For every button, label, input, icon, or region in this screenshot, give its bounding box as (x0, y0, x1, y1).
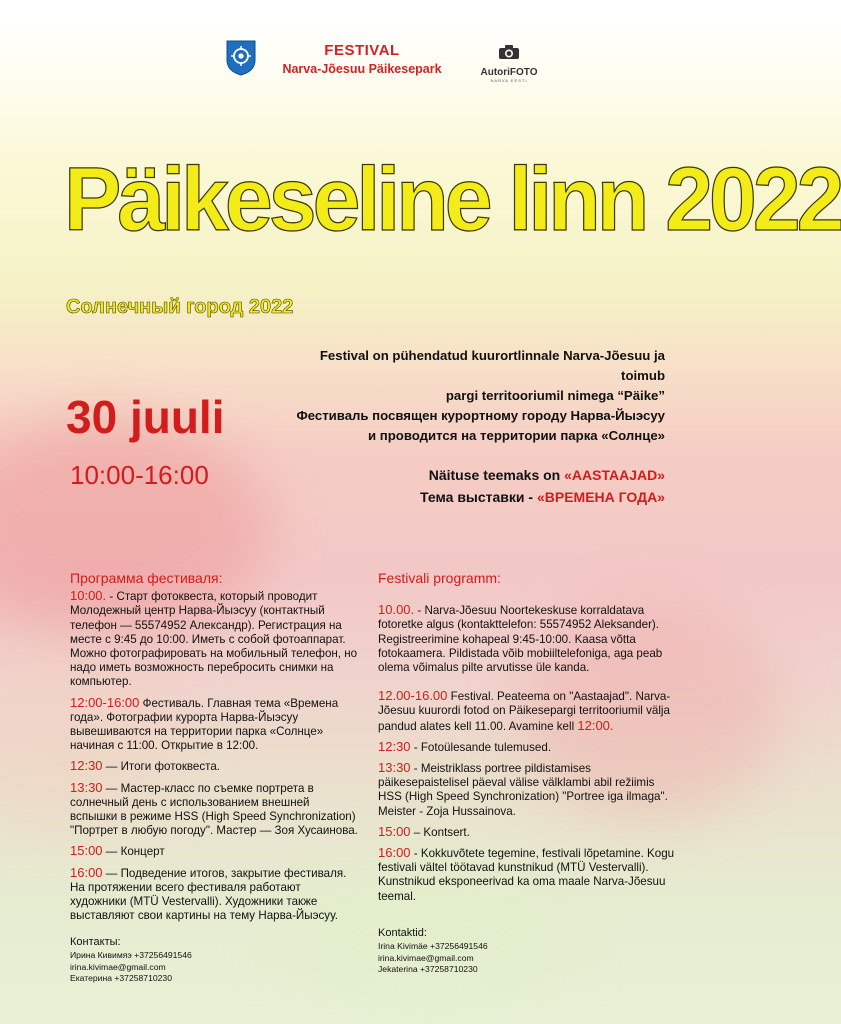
program-item (378, 740, 678, 755)
contact-email[interactable]: irina.kivimae@gmail.com (378, 952, 474, 963)
program-time: 12:30 (70, 758, 103, 774)
program-heading: Festivali programm: (378, 570, 501, 586)
city-shield-icon (226, 40, 256, 76)
theme-et-value: «AASTAAJAD» (564, 467, 665, 483)
page-subtitle: Солнечный город 2022 (66, 296, 294, 318)
event-date: 30 juuli (66, 391, 225, 443)
program-text: Festival. Peateema on "Aastaajad". Narva-Jõesuu kuurordi fotod on Päikesepargi territooriumil välja pandud alates kell 11.00. Avamine kell (378, 690, 671, 733)
exhibition-theme (285, 464, 665, 508)
program-time: 12.00-16.00 (378, 688, 448, 704)
program-item (378, 846, 678, 904)
program-time: 12:00-16:00 (70, 694, 140, 710)
contact-email[interactable]: irina.kivimae@gmail.com (70, 961, 166, 972)
contacts-et (378, 928, 488, 976)
theme-ru-value: «ВРЕМЕНА ГОДА» (536, 489, 665, 505)
contact-line: Екатерина +37258710230 (70, 973, 172, 984)
program-time: 16:00 (378, 845, 411, 861)
theme-et (285, 464, 665, 486)
program-time: 10.00. (378, 602, 415, 618)
program-item (70, 696, 360, 754)
program-text: — Итоги фотоквеста. (102, 760, 221, 774)
program-text: — Подведение итогов, закрытие фестиваля. На протяжении всего фестиваля работают художники (МТÜ Vestervalli). Художники также выставляют свои картины на тему Нарва-Йыэсуу. (70, 866, 347, 923)
program-item (70, 866, 360, 924)
intro-text (285, 346, 665, 446)
contacts-ru (70, 937, 192, 985)
program-text: — Концерт (102, 845, 165, 859)
program-time: 15:00 (378, 823, 411, 839)
contacts-heading: Контакты: (70, 936, 121, 948)
program-item (70, 589, 360, 689)
photo-logo-sub: NARVA EESTI (490, 78, 528, 83)
program-text: - Meistriklass portree pildistamises päikesepaistelisel päeval välise välklambi abil režiimis HSS (High Speed Synchronization) "Portree iga ilmaga". Meister - Zoja Hussainova. (378, 762, 668, 818)
program-time: 12:30 (378, 738, 411, 754)
camera-icon (498, 44, 520, 60)
program-time: 12:00. (577, 717, 614, 733)
program-text: – Kontsert. (410, 825, 470, 839)
program-heading: Программа фестиваля: (70, 570, 223, 586)
program-text: — Мастер-класс по съемке портрета в солнечный день с использованием внешней вспышки в режиме HSS (High Speed Synchronization) "Портрет в любую погоду". Мастер — Зоя Хусаинова. (70, 781, 358, 838)
program-text: - Старт фотоквеста, который проводит Молодежный центр Нарва-Йыэсуу (контактный телефон — 55574952 Александр). Регистрация на месте с 9:45 до 10:00. Иметь с собой фотоаппарат. Можно фотографировать на мобильный телефон, но надо иметь возможность перебросить снимки на компьютер. (70, 590, 358, 689)
program-item (378, 689, 678, 734)
program-time: 15:00 (70, 843, 103, 859)
intro-line: pargi territooriumil nimega “Päike” (445, 388, 665, 403)
program-text: Фестиваль. Главная тема «Времена года». Фотографии курорта Нарва-Йыэсуу вывешиваются на территории парка «Солнце» начиная с 11:00. Открытие в 12:00. (70, 696, 339, 753)
contacts-heading: Kontaktid: (378, 927, 427, 939)
program-item (378, 825, 678, 840)
program-item (378, 603, 678, 675)
intro-line: Festival on pühendatud kuurortlinnale Narva-Jõesuu ja toimub (319, 348, 665, 383)
festival-header (262, 42, 462, 76)
program-item (378, 761, 678, 819)
program-text: - Kokkuvõtete tegemine, festivali lõpetamine. Kogu festivali vältel töötavad kunstnikud (MTÜ Vestervalli). Kunstnikud eksponeerivad ka oma maale Narva-Jõesuu teemal. (378, 847, 675, 903)
program-item (70, 781, 360, 839)
program-text: - Fotoülesande tulemused. (410, 740, 552, 754)
photo-logo-text: AutoriFOTO (480, 67, 538, 78)
theme-ru (285, 486, 665, 508)
contact-line: Irina Kivimäe +37256491546 (378, 941, 488, 952)
event-time: 10:00-16:00 (70, 460, 209, 490)
program-item (70, 844, 360, 859)
intro-line: и проводится на территории парка «Солнце» (367, 428, 665, 443)
autorifoto-logo (474, 44, 544, 84)
theme-ru-label: Тема выставки - (420, 489, 537, 505)
festival-place: Narva-Jõesuu Päikesepark (282, 62, 442, 76)
page-title: Päikeseline linn 2022 (64, 149, 841, 250)
program-time: 16:00 (70, 864, 103, 880)
intro-line: Фестиваль посвящен курортному городу Нарва-Йыэсуу (296, 408, 665, 423)
festival-label: FESTIVAL (324, 42, 400, 59)
program-text: - Narva-Jõesuu Noortekeskuse korraldatava fotoretke algus (kontakttelefon: 55574952 Aleksander). Registreerimine kohapeal 9:45-10:00. Kaasa võtta fotokaamera. Pildistada võib mobiiltelefoniga, aga peab olema võimalus pilte arvutisse üle kanda. (378, 604, 663, 675)
program-ru (70, 571, 360, 929)
theme-et-label: Näituse teemaks on (428, 467, 565, 483)
program-item (70, 759, 360, 774)
contact-line: Ирина Кивимяэ +37256491546 (70, 950, 192, 961)
program-et (378, 571, 678, 910)
program-time: 13:30 (378, 760, 411, 776)
program-time: 13:30 (70, 779, 103, 795)
program-time: 10:00. (70, 588, 107, 604)
contact-line: Jekaterina +37258710230 (378, 964, 478, 975)
